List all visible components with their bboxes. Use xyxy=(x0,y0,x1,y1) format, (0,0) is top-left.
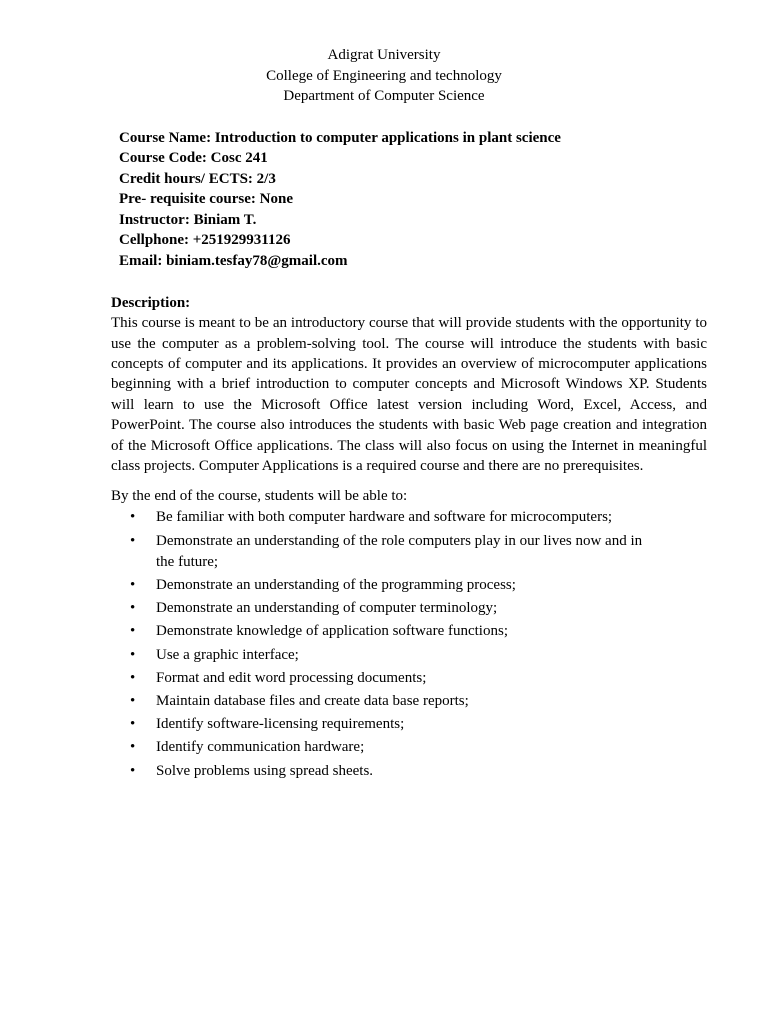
outcome-item xyxy=(111,531,651,572)
description-heading: Description: xyxy=(111,294,191,311)
outcome-text: Demonstrate knowledge of application software functions; xyxy=(156,623,508,640)
outcome-text: Demonstrate an understanding of the programming process; xyxy=(156,576,516,593)
outcome-item xyxy=(111,668,651,688)
bullet-icon: • xyxy=(130,533,136,550)
outcome-item xyxy=(111,621,651,641)
description-text: This course is meant to be an introductory course that will provide students with the opportunity to use the computer as a problem-solving tool. The course will introduce the students with basic concepts of computer and its applications. It provides an overview of microcomputer applications beginning with a brief introduction to computer concepts and Microsoft Windows XP. Students will learn to use the Microsoft Office latest version including Word, Excel, Access, and PowerPoint. The course also introduces the students with basic Web page creation and integration of the Microsoft Office applications. The class will also focus on using the Internet in meaningful class projects. Computer Applications is a required course and there are no prerequisites. xyxy=(111,315,707,474)
outcome-item xyxy=(111,737,651,757)
outcome-text: Use a graphic interface; xyxy=(156,646,299,663)
outcome-item xyxy=(111,507,651,527)
outcome-item xyxy=(111,691,651,711)
bullet-icon: • xyxy=(130,508,136,525)
outcome-text: Demonstrate an understanding of computer terminology; xyxy=(156,600,498,617)
outcome-item xyxy=(111,645,651,665)
outcome-item xyxy=(111,714,651,734)
cellphone: Cellphone: +251929931126 xyxy=(119,232,291,249)
bullet-icon: • xyxy=(130,739,136,756)
department-name: Department of Computer Science xyxy=(283,88,485,104)
outcome-text: Be familiar with both computer hardware and software for microcomputers; xyxy=(156,508,613,525)
outcome-text: Identify software-licensing requirements; xyxy=(156,716,405,733)
outcome-item xyxy=(111,575,651,595)
instructor: Instructor: Biniam T. xyxy=(119,211,257,228)
university-name: Adigrat University xyxy=(327,47,441,63)
bullet-icon: • xyxy=(130,692,136,709)
bullet-icon: • xyxy=(130,669,136,686)
email: Email: biniam.tesfay78@gmail.com xyxy=(119,253,348,270)
outcome-item xyxy=(111,761,651,781)
outcome-text: Demonstrate an understanding of the role computers play in our lives now and in the future; xyxy=(156,533,643,570)
bullet-icon: • xyxy=(130,623,136,640)
outcome-text: Format and edit word processing documents; xyxy=(156,669,427,686)
document-header xyxy=(45,45,723,107)
outcome-text: Solve problems using spread sheets. xyxy=(156,762,374,779)
college-name: College of Engineering and technology xyxy=(266,67,502,84)
bullet-icon: • xyxy=(130,762,136,779)
bullet-icon: • xyxy=(130,576,136,593)
outcomes-list xyxy=(111,507,651,781)
bullet-icon: • xyxy=(130,646,136,663)
prerequisite-course: Pre- requisite course: None xyxy=(119,191,293,208)
outcome-text: Maintain database files and create data base reports; xyxy=(156,692,469,709)
bullet-icon: • xyxy=(130,600,136,617)
bullet-icon: • xyxy=(130,716,136,733)
outcomes-intro: By the end of the course, students will be able to: xyxy=(111,488,408,505)
outcome-text: Identify communication hardware; xyxy=(156,739,365,756)
credit-hours: Credit hours/ ECTS: 2/3 xyxy=(119,170,276,187)
outcome-item xyxy=(111,598,651,618)
course-info xyxy=(119,128,768,272)
course-name: Course Name: Introduction to computer applications in plant science xyxy=(119,129,561,146)
course-code: Course Code: Cosc 241 xyxy=(119,150,268,167)
description-section xyxy=(111,293,707,477)
